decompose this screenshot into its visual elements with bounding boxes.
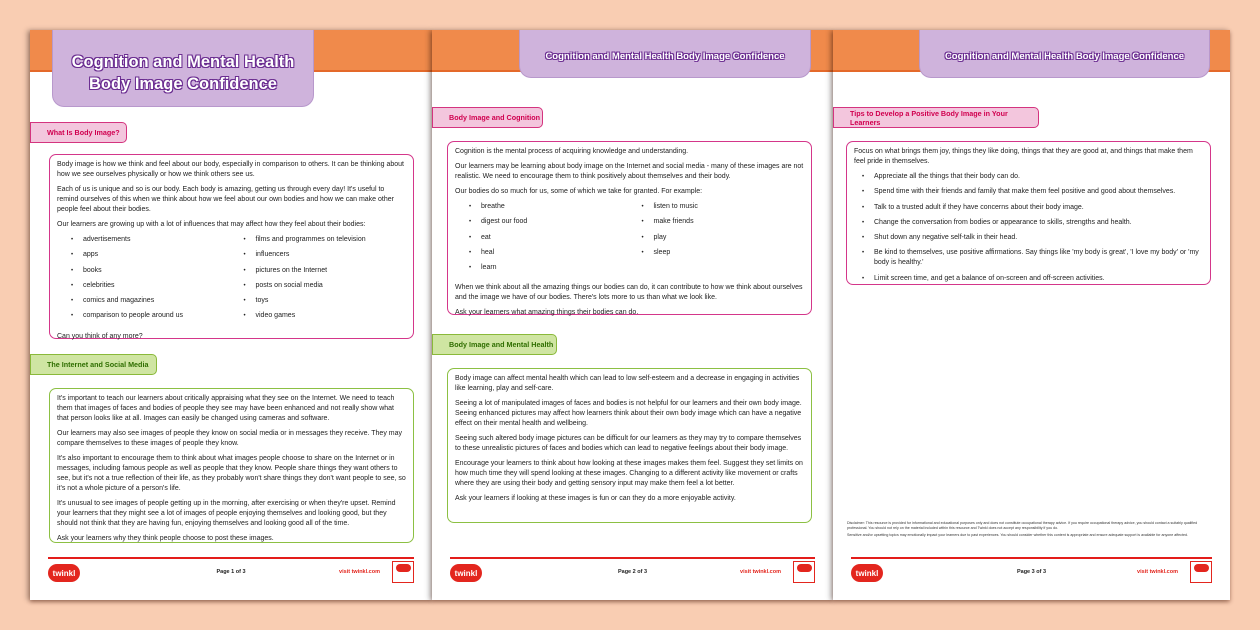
paragraph: Focus on what brings them joy, things they like doing, things that they are good at, and things that make them feel pride in themselves. <box>854 148 1193 165</box>
paragraph: Seeing a lot of manipulated images of faces and bodies is not helpful for our learners and their own body image. Seeing enhanced pictures may affect how learners think about their own body image which can have a negative effect on their mental health and wellbeing. <box>455 400 802 427</box>
page-number: Page 1 of 3 <box>216 569 246 575</box>
section-box <box>49 154 414 339</box>
paragraph: Body image can affect mental health which can lead to low self-esteem and a decrease in engaging in activities like learning, play and self-care. <box>455 375 800 392</box>
disclaimer-text: Sensitive and/or upsetting topics may emotionally impact your learners due to past experiences. You should consider whether this content is appropriate and ensure adequate support is available for anyone affected. <box>847 533 1188 537</box>
paragraph: Our learners are growing up with a lot of influences that may affect how they feel about their bodies: <box>57 221 366 228</box>
paragraph: It's important to teach our learners about critically appraising what they see on the Internet. We need to teach them that images of faces and bodies of people they see may have been enhanced and not really show what that person looks like at all. Images can easily be changed using cameras and software. <box>57 395 395 422</box>
page-title: Cognition and Mental Health Body Image Confidence <box>519 30 811 78</box>
list-item: • influencers <box>244 250 407 260</box>
list-item: • Change the conversation from bodies or appearance to skills, strengths and health. <box>862 218 1203 228</box>
page-3 <box>833 30 1230 600</box>
list-item: • advertisements <box>71 235 234 245</box>
list-item: • Limit screen time, and get a balance of on-screen and off-screen activities. <box>862 274 1203 284</box>
list-item: • Shut down any negative self-talk in their head. <box>862 233 1203 243</box>
twinkl-logo: twinkl <box>851 564 883 582</box>
section-box <box>447 141 812 315</box>
footer-divider <box>48 557 414 559</box>
list-item: • heal <box>469 248 632 258</box>
title-line-2: Body Image Confidence <box>89 75 277 93</box>
list-item: • comparison to people around us <box>71 311 234 321</box>
list-item: • toys <box>244 296 407 306</box>
page-2 <box>432 30 833 600</box>
title-line-1: Cognition and Mental Health <box>71 53 295 71</box>
section-box <box>846 141 1211 285</box>
list-item: • video games <box>244 311 407 321</box>
footer-divider <box>851 557 1212 559</box>
list-item: • films and programmes on television <box>244 235 407 245</box>
twinkl-logo: twinkl <box>450 564 482 582</box>
list-item: • sleep <box>642 248 805 258</box>
paragraph: Our bodies do so much for us, some of which we take for granted. For example: <box>455 188 703 195</box>
tips-list <box>862 172 1203 284</box>
section-box <box>447 368 812 523</box>
list-item: • posts on social media <box>244 281 407 291</box>
list-item: • Spend time with their friends and family that make them feel positive and good about themselves. <box>862 187 1203 197</box>
body-abilities-list <box>469 202 804 278</box>
list-item: • digest our food <box>469 217 632 227</box>
paragraph: Cognition is the mental process of acquiring knowledge and understanding. <box>455 148 689 155</box>
page-title <box>52 30 314 107</box>
paragraph: Ask your learners why they think people choose to post these images. <box>57 535 274 542</box>
list-item: • Be kind to themselves, use positive affirmations. Say things like 'my body is great', 'I love my body' or 'my body is healthy.' <box>862 248 1203 268</box>
paragraph: Can you think of any more? <box>57 332 143 340</box>
list-item: • celebrities <box>71 281 234 291</box>
paragraph: When we think about all the amazing things our bodies can do, it can contribute to how we think about ourselves and the image we have of our bodies. There's lots more to us than what we look like. <box>455 284 803 302</box>
list-item: • listen to music <box>642 202 805 212</box>
list-item: • learn <box>469 263 632 273</box>
section-heading: Body Image and Mental Health <box>432 334 557 355</box>
list-item: • apps <box>71 250 234 260</box>
paragraph: Ask your learners what amazing things their bodies can do. <box>455 309 639 317</box>
paragraph: Ask your learners if looking at these images is fun or can they do a more enjoyable activity. <box>455 495 736 502</box>
influences-list <box>71 235 406 327</box>
page-number: Page 2 of 3 <box>617 569 648 575</box>
footer-divider <box>450 557 815 559</box>
paragraph: Encourage your learners to think about how looking at these images makes them feel. Suggest they set limits on how much time they will spend looking at these images. Changing to a different activity like movement or crafts where they are using their body and getting sensory input may make them feel a lot better. <box>455 460 803 487</box>
list-item: • Talk to a trusted adult if they have concerns about their body image. <box>862 203 1203 213</box>
visit-link[interactable]: visit twinkl.com <box>339 569 380 575</box>
badge-icon <box>1190 561 1212 583</box>
list-item: • comics and magazines <box>71 296 234 306</box>
visit-link[interactable]: visit twinkl.com <box>1137 569 1178 575</box>
paragraph: Our learners may be learning about body image on the Internet and social media - many of these images are not realistic. We need to encourage them to think positively about themselves and their body. <box>455 163 804 180</box>
disclaimer-text: Disclaimer: This resource is provided for informational and educational purposes only and does not constitute occupational therapy advice. If you require occupational therapy advice, you should contact a suitably qualified professional. You should not rely on the material included within this resource and Twinkl does not accept any responsibility if you do. <box>847 521 1198 530</box>
section-heading: What Is Body Image? <box>30 122 127 143</box>
section-box <box>49 388 414 543</box>
page-title: Cognition and Mental Health Body Image Confidence <box>919 30 1210 78</box>
badge-icon <box>392 561 414 583</box>
list-item: • eat <box>469 233 632 243</box>
visit-link[interactable]: visit twinkl.com <box>740 569 781 575</box>
paragraph: It's unusual to see images of people getting up in the morning, after exercising or when they're upset. Remind your learners that they might see a lot of images of people enjoying themselves and looking good, but they should not think that they are having fun, enjoying themselves and looking good all of the time. <box>57 500 396 527</box>
section-heading: The Internet and Social Media <box>30 354 157 375</box>
list-item: • breathe <box>469 202 632 212</box>
list-item: • make friends <box>642 217 805 227</box>
section-heading: Tips to Develop a Positive Body Image in Your Learners <box>833 107 1039 128</box>
list-item: • pictures on the Internet <box>244 266 407 276</box>
list-item: • books <box>71 266 234 276</box>
paragraph: Each of us is unique and so is our body. Each body is amazing, getting us through every day! It's useful to remind ourselves of this when we think about how we feel about our own bodies and how we can make other people feel about their bodies. <box>57 186 394 213</box>
section-heading: Body Image and Cognition <box>432 107 543 128</box>
page-number: Page 3 of 3 <box>1016 569 1047 575</box>
badge-icon <box>793 561 815 583</box>
list-item: • play <box>642 233 805 243</box>
paragraph: Seeing such altered body image pictures can be difficult for our learners as they may try to compare themselves to these unrealistic pictures of faces and bodies which can lead to negative feelings about their body image. <box>455 435 802 452</box>
paragraph: Our learners may also see images of people they know on social media or in messages they receive. They may compare themselves to these images of people they know. <box>57 430 402 447</box>
paragraph: It's also important to encourage them to think about what images people choose to share on the Internet or in messages, including famous people as well as people that they know. People share things they want others to see, but it's not a true reflection of their life, as they probably won't share things they don't want people to see, so it's not a whole picture of a person's life. <box>57 455 406 492</box>
list-item: • Appreciate all the things that their body can do. <box>862 172 1203 182</box>
paragraph: Body image is how we think and feel about our body, especially in comparison to others. It can be thinking about how we see ourselves physically or how we think others see us. <box>57 161 404 178</box>
disclaimer <box>847 521 1212 540</box>
twinkl-logo: twinkl <box>48 564 80 582</box>
page-1 <box>30 30 432 600</box>
